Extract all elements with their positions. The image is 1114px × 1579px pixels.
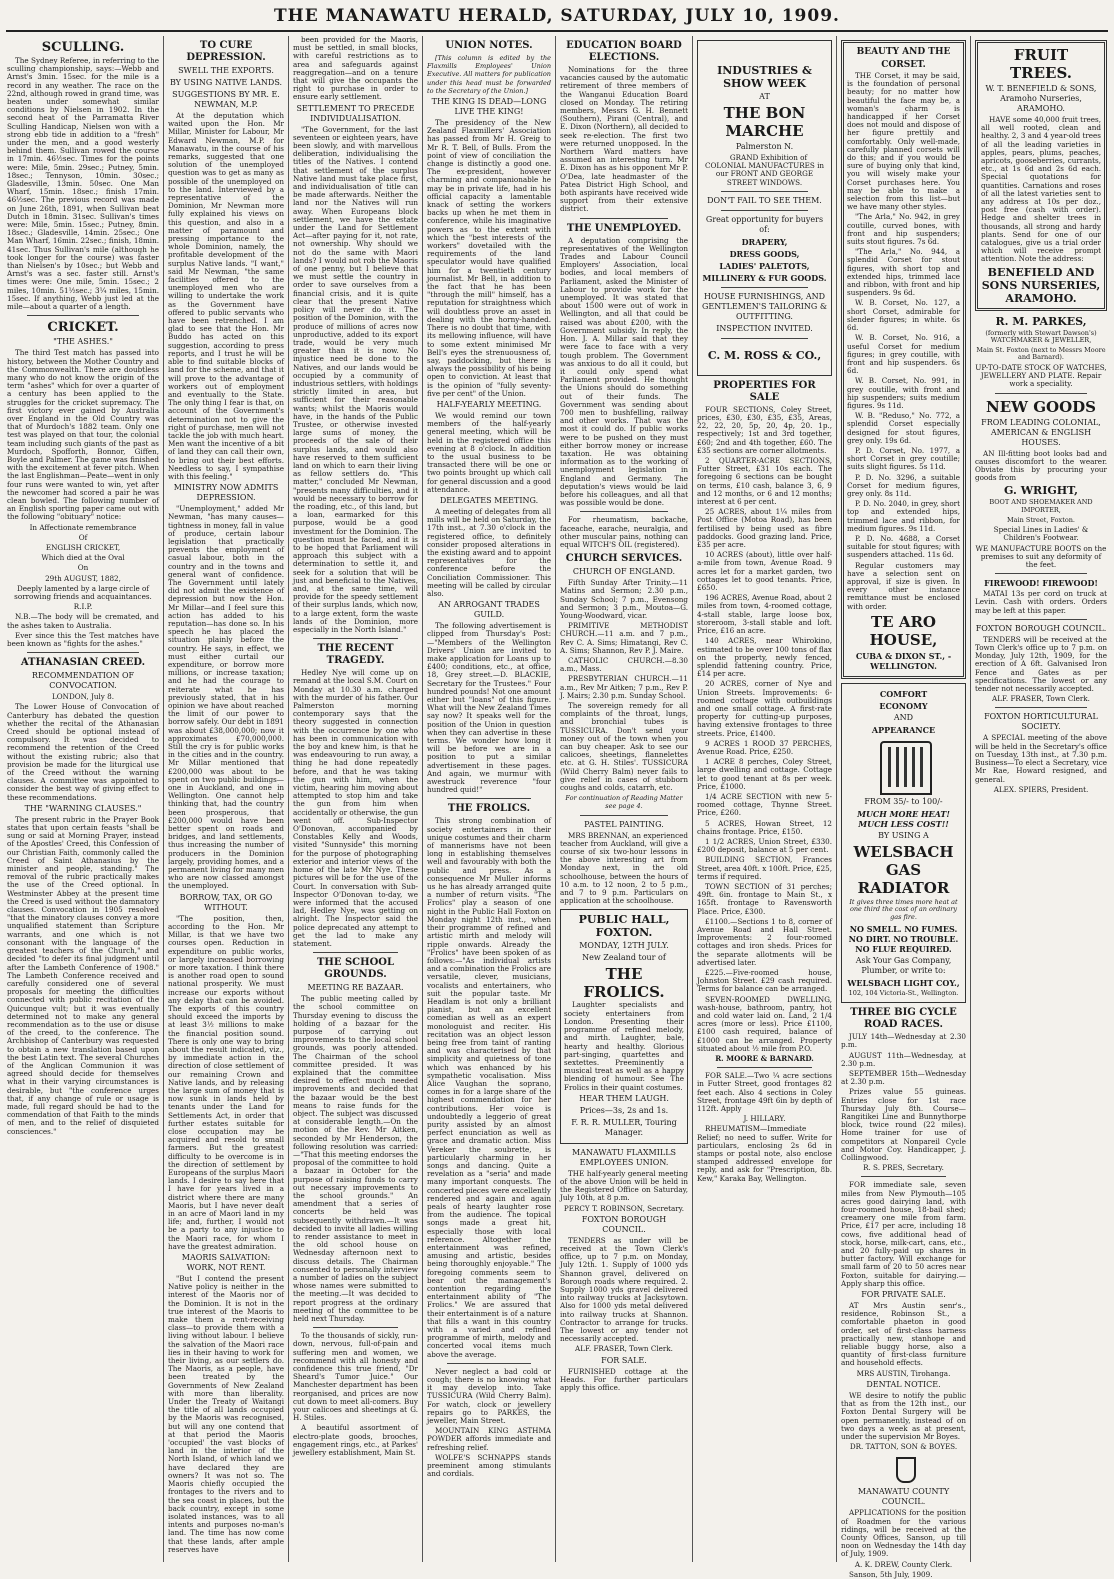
parkes-sub: (formerly with Stewart Dawson's) WATCHMAKER & JEWELLER,	[985, 328, 1097, 345]
wright-sub: BOOT AND SHOEMAKER AND IMPORTER,	[989, 498, 1093, 515]
cycle-heading: THREE BIG CYCLE ROAD RACES.	[850, 1007, 957, 1031]
county-heading: MANAWATU COUNTY COUNCIL.	[857, 1487, 950, 1507]
half-yearly-heading: HALF-YEARLY MEETING.	[436, 399, 542, 409]
gas-radiator-ad	[841, 683, 966, 1003]
column-6	[694, 36, 835, 1562]
cycle-date: AUGUST 11th—Wednesday, at 2.30 p.m.	[841, 1050, 966, 1068]
borough-heading: FOXTON BOROUGH COUNCIL.	[581, 1214, 667, 1234]
forsale-ad: FURNISHED cottage at the Heads. For further particulars apply this office.	[560, 1366, 688, 1392]
gas-price: FROM 35/- to 100/-	[864, 796, 943, 806]
continuation-note: For continuation of Reading Matter see page 4.	[565, 794, 683, 811]
memorial-line: Deeply lamented by a large circle of sorrowing friends and acquaintances.	[14, 583, 152, 601]
church-notice: PRESBYTERIAN CHURCH.—11 a.m., Rev Mr Aitken; 7 p.m., Rev P. J. Mairs; 2.30 p.m. Sunday School.	[560, 674, 688, 700]
bon-marche-house: HOUSE FURNISHINGS, AND GENTLEMEN'S TAILORING & OUTFITTING.	[702, 291, 827, 321]
column-rule	[555, 36, 556, 1562]
sculling-heading: SCULLING.	[41, 40, 125, 55]
bon-marche-dontfail: DON'T FAIL TO SEE THEM.	[707, 195, 822, 205]
corset-intro: THE Corset, it may be said, is the foundation of personal beauty; for no matter how beautiful the face may be, a woman's charm is handicapped if her Corset does not mould and dispose of her figure prettily and comfortably. Only well-made, carefully planned corsets will do this; and if you would be sure of buying only that kind, you will wisely make your Corset purchases here. You may be able to make a selection from this list—but we have many other styles.	[847, 71, 960, 212]
dental-ad: WE desire to notify the public that as from the 12th inst., our Foxton Dental Surgery will be open permanently, instead of on two days a week as at present, under the supervision Mr Boyes.	[841, 1390, 966, 1441]
coat-of-arms-icon	[884, 1455, 924, 1483]
corset-note: Regular customers may have a selection sent on approval, if size is given. In every other instance remittance must be enclosed with order.	[847, 560, 960, 611]
corset-ad	[841, 40, 966, 679]
frolics-heading: THE FROLICS.	[447, 803, 531, 815]
pastel-heading: PASTEL PAINTING.	[584, 819, 664, 829]
depression-heading: TO CURE DEPRESSION.	[186, 40, 266, 63]
ashes-heading: "THE ASHES."	[53, 337, 113, 347]
memorial-line: On	[77, 563, 89, 573]
te-aro-house: TE ARO HOUSE,	[869, 612, 938, 649]
county-ad: APPLICATIONS for the position of Roadmen for the various ridings, will be received at the County Offices, Sanson, up till noon on Wednesday the 14th day of July, 1909.	[841, 1508, 966, 1559]
warning-heading: THE "WARNING CLAUSES."	[24, 803, 142, 813]
wright-manufacture: WE MANUFACTURE BOOTS on the premises to suit any deformity of the feet.	[975, 543, 1107, 570]
forsale-sections: FOR SALE.—Two ¼ acre sections in Futter Street, good frontages 82 feet each. Also 4 sections in Coley Street, frontage 49ft 6in by depth of 112ft. Apply	[697, 1071, 832, 1114]
gas-no-smell: NO SMELL. NO FUMES. NO DIRT. NO TROUBLE. NO FLUE REQUIRED.	[848, 923, 959, 954]
corset-item: W. B. Corset, No. 127, a short Corset, admirable for slender figures; in white. 6s 6d.	[847, 298, 960, 333]
property-listing: FOUR SECTIONS, Coley Street, prices, £30, £30, £35, £35, Areas, 22, 22, 20, 5p, 20, 4p, 20. 1p., respectively; 1st and 3rd together, £60; 2nd and 4th together, £60. The £35 sections are corner allotments.	[697, 404, 832, 455]
creed-dateline: LONDON, July 8.	[51, 692, 115, 702]
property-listing: 20 ACRES, corner of Nye and Union Streets. Improvements: 6-roomed cottage with outbuildings and one small cottage. A first-rate property for cutting-up purposes, having extensive frontages to three streets. Price, £1400.	[697, 679, 832, 738]
fruit-trees-ad	[975, 40, 1107, 311]
church-notice: Fifth Sunday After Trinity.—11 Matins and Sermon; 2.30 p.m., Sunday School; 7 p.m., Evensong and Sermon; 3 p.m., Moutoa—G. Young-Woodward, vicar.	[560, 578, 688, 620]
column-rule	[692, 36, 693, 1562]
property-listing: 196 ACRES, Avenue Road, about 2 miles from town, 4-roomed cottage, 4-stall stable, large loose box, storeroom, 3-stall stable and loft. Price, £16 an acre.	[697, 593, 832, 636]
corset-item: W. B. "Reduso," No. 772, a splendid Corset especially designed for stout figures, grey only. 19s 6d.	[847, 411, 960, 445]
memorial-line: 29th AUGUST, 1882,	[45, 573, 121, 583]
bon-marche-item: DRAPERY,	[741, 236, 788, 247]
horticultural-heading: FOXTON HORTICULTURAL SOCIETY.	[984, 712, 1098, 732]
cycle-text: Prizes value 55 guineas. Entries close for 1st race Thursday July 8th. Course—Rangitikei Line and Bunnythorpe block, twice round (22 miles). Home trainer for use of competitors at Nonpareil Cycle and Motor Coy. Handicapper, J. Collingwood.	[841, 1087, 966, 1163]
depression-article: At the deputation which waited upon the Hon. Mr Millar, Minister for Labour, Mr Edward Newman, M.P. for Manawatu, in the course of his remarks, suggested that one solution of the unemployed question was to get as many as possible of the unemployed on to the land. Interviewed by a representative of the Dominion, Mr Newman more fully explained his views on this question, and also in a matter of paramount and pressing importance to the whole Dominion, namely, the profitable development of the surplus Native lands. "I want," said Mr Newman, "the same facilities offered to the unemployed men who are willing to undertake the work as the Government have offered to public servants who have been retrenched. I am glad to see that the Hon. Mr Buddo has acted on this suggestion, according to press reports, and I trust he will be able to find suitable blocks of land for the scheme, and that it will prove to the advantage of workers out of employment and eventually to the State. The only thing I fear is that, on account of the Government's determination not to give the right of purchase, men will not tackle the job with much heart. Men want the incentive of a bit of land they can call their own, to bring out their best efforts. Needless to say, I sympathise with this feeling."	[168, 111, 284, 481]
depression-subheading: BY USING NATIVE LANDS.	[169, 78, 283, 87]
maoris-heading: MAORIS SALVATION: WORK, NOT RENT.	[181, 1253, 271, 1273]
column-2	[165, 36, 287, 1562]
depression-subheading: SWELL THE EXPORTS.	[178, 66, 274, 75]
ministry-heading: MINISTRY NOW ADMITS DEPRESSION.	[173, 483, 279, 503]
column-rule	[836, 36, 837, 1562]
gas-ask: Ask Your Gas Company, Plumber, or write to:	[855, 955, 952, 975]
bon-marche-text: GRAND Exhibition of COLONIAL MANUFACTURES in our FRONT AND GEORGE STREET WINDOWS.	[704, 153, 825, 187]
union-article: We would remind our town members of the half-yearly general meeting, which will be held in the registered office this evening at 8 o'clock. In addition to the usual business to be transacted there will be one or two points brought up which call for general discussion and a good attendance.	[427, 410, 551, 494]
hall-prices: Prices—3s, 2s and 1s.	[579, 1105, 669, 1115]
hall-heading: PUBLIC HALL, FOXTON.	[578, 913, 670, 940]
corset-item: "The Arla," No. 944, a splendid Corset for stout figures, with short top and extended hips, trimmed lace and ribbon, with front and hip suspenders. 9s 6d.	[847, 247, 960, 298]
union-editor-note: [This column is edited by the Flaxmills Employees' Union Executive. All matters for publication under this head must be forwarded to the Secretary of the Union.]	[427, 54, 551, 95]
church-notice: CATHOLIC CHURCH.—8.30 a.m., Mass.	[560, 656, 688, 674]
unemployed-heading: THE UNEMPLOYED.	[566, 222, 682, 234]
school-subheading: MEETING RE BAZAAR.	[307, 983, 404, 993]
private-sale-heading: FOR PRIVATE SALE.	[861, 1290, 946, 1300]
king-heading: THE KING IS DEAD—LONG LIVE THE KING!	[431, 97, 547, 117]
farm-ad: FOR immediate sale, seven miles from New Plymouth—105 acres good dairying land, with four-roomed house, 18-bail shed; creamery one mile from farm. Price, £17 per acre, including 18 cows, five additional head of stock, horse, milk-cart, cans, etc., and 20 fully-paid up shares in butter factory. Will exchange for small farm of 20 to 50 acres near Foxton, suitable for dairying.—Apply sharp this office.	[841, 1180, 966, 1288]
gas-slogan: APPEARANCE	[871, 724, 936, 735]
corset-item: P. D. No. 2040, in grey, short top and extended hips, trimmed lace and ribbon, for medium figures. 9s 11d.	[847, 499, 960, 533]
property-listing: £225.—Five-roomed house, Johnston Street. £29 cash required. Terms for balance can be arranged.	[697, 968, 832, 994]
memorial-line: In Affectionate remembrance	[29, 522, 137, 532]
wright-name: G. WRIGHT,	[1004, 484, 1078, 498]
parkes-name: R. M. PARKES,	[995, 314, 1087, 328]
benefield-name: BENEFIELD AND SONS NURSERIES, ARAMOHO.	[981, 265, 1101, 305]
fruit-text: HAVE some 40,000 fruit trees, all well rooted, clean and healthy. 2, 3 and 4 year-old trees of all the leading varieties in apples, pears, plums, peaches, apricots, gooseberries, currants, etc., at 1s 6d and 2s 6d each. Special quotations for quantities. Carnations and roses of all the latest varieties sent to any address at 10s per doz., post free (cash with order). Hedge and shelter trees in thousands, all strong and hardy plants. Send for one of our catalogues, give us a trial order which will receive prompt attention. Note the address:	[981, 115, 1101, 264]
property-listing: 9 ACRES 1 ROOD 37 PERCHES, Avenue Road. Price, £250.	[697, 738, 832, 756]
council-signature: ALF. FRASER, Town Clerk.	[992, 694, 1090, 704]
memorial-line: R.I.P.	[73, 602, 93, 612]
gas-by: BY USING A	[878, 830, 929, 840]
memorial-line: Which died at the Oval	[41, 553, 125, 563]
gas-slogan: COMFORT	[879, 688, 928, 699]
delegates-heading: DELEGATES MEETING.	[439, 495, 539, 505]
hall-title: THE FROLICS.	[583, 965, 665, 1002]
column-rule	[422, 36, 423, 1562]
fruit-firm: W. T. BENEFIELD & SONS, Aramoho Nurseries, ARAMOHO.	[985, 84, 1097, 113]
warning-article: The present rubric in the Prayer Book states that upon certain feasts "shall be sung or said at Morning Prayer, instead of the Apostles' Creed, this Confession of our Christian Faith, commonly called the Creed of Saint Athanasius by the minister and people, standing." The removal of the rubric practically makes the use of the Creed optional. In Westminster Abbey at the present time the Creed is used without the damnatory clauses. Convocation in 1905 resolved "that the minatory clauses convey a more unqualified statement than Scripture warrants, and one which is not consonant with the language of the greatest teachers of the Church," and decided "to defer its final judgment until after the Lambeth Conference of 1908." The Lambeth Conference received and carefully considered one of several proposals for meeting the difficulties connected with public recitation of the Quicunque vult; but it was eventually determined not to make any general recommendation as to the use or disuse of the creed, to the conference. The Archbishop of Canterbury was requested to obtain a new translation based upon the best Latin text. The several Churches of the Anglican Communion it was agreed should decide for themselves what in their varying circumstances is desirable, but "the conference urges that, if any change of rule or usage is made, full regard should be had to the commendation of that Faith to the minds of men, and to the relief of disquieted consciences."	[7, 814, 159, 1136]
corset-heading: BEAUTY AND THE CORSET.	[856, 47, 951, 70]
bon-marche-item: MILLINERY & FUR GOODS.	[702, 272, 827, 283]
property-listing: 140 ACRES, near Whirokino, estimated to be over 100 tons of flax on the property, newly fenced, splendid fattening country. Price, £14 per acre.	[697, 636, 832, 679]
bon-marche-town: Palmerston N.	[735, 142, 794, 151]
property-listing: TOWN SECTION of 31 perches; 49ft. 6in. frontage to Main St., x 165ft. frontage to Ravensworth Place. Price, £300.	[697, 881, 832, 916]
private-sale-ad: AT Mrs Austin senr's., residence, Robinson St., a comfortable phaeton in good order, set of first-class harness practically new, stanhope and reliable buggy horse, also a quantity of first-class furniture and household effects.	[841, 1301, 966, 1368]
cycle-date: JULY 14th—Wednesday at 2.30 p.m.	[841, 1032, 966, 1050]
borough-ad: TENDERS as under will be received at the Town Clerk's office, up to 7 p.m. on Monday, July 12th. 1. Supply of 1000 yds Shannon gravel, delivered on Borough roads where required. 2. Supply 1000 yds gravel delivered into railway trucks at Jacksytown. Also for 1000 yds metal delivered into railway trucks at Shannon. Contractor to arrange for trucks. The lowest or any tender not necessarily accepted.	[560, 1235, 688, 1344]
borough-signature: ALF. FRASER, Town Clerk.	[575, 1344, 673, 1354]
column-4	[424, 36, 554, 1562]
gas-slogan: ECONOMY	[879, 700, 928, 711]
hall-text: Laughter specialists and society entertainers from London. Presenting their programme of refined melody, and mirth. Laughter, bale, hearty and healthy. Glorious part-singing, quartettes and sextettes. Preeminently a musical treat as well as a happy blending of humour. See The Frolics in their quaint costumes.	[564, 1000, 684, 1092]
local-item: A beautiful assortment of electro-plate goods, brooches, engagement rings, etc., at Parkes' jewellery establishment, Main St.	[293, 1423, 418, 1458]
corset-item: W. B. Corset, No. 991, in grey coutille, with front and hip suspenders; suits medium figures. 9s 11d.	[847, 376, 960, 410]
school-article: The public meeting called by the school committee on Thursday evening to discuss the holding of a bazaar for the purpose of carrying out improvements to the local school grounds, was poorly attended. The Chairman of the school committee presided. It was explained that the committee desired to effect much needed improvements and decided that the bazaar would be the best means to raise funds for the object. The subject was discussed at considerable length.—On the motion of the Rev. Mr Aitken, seconded by Mr Henderson, the following resolution was carried:—"That this meeting endorses the proposal of the committee to hold a bazaar in October for the purpose of raising funds to carry out necessary improvements to the school grounds." An amendment that a series of concerts be held was subsequently withdrawn.—It was decided to invite all ladies willing to render assistance to meet in the old school house on Wednesday afternoon next to discuss details. The Chairman consented to personally interview a number of ladies on the subject whose names were submitted to the meeting.—It was decided to report progress at the ordinary meeting of the committee to be held next Thursday.	[293, 994, 418, 1324]
moore-barnard: R. MOORE & BARNARD.	[715, 1054, 814, 1064]
bon-marche-inspection: INSPECTION INVITED.	[716, 323, 813, 333]
county-signature: A. K. DREW, County Clerk.	[854, 1559, 953, 1569]
flaxmills-union-ad: THE half-yearly general meeting of the above Union will be held in the Registered Office on Saturday, July 10th, at 8 p.m.	[560, 1168, 688, 1203]
column-rule	[288, 36, 289, 1562]
horticultural-signature: ALEX. SPIERS, President.	[993, 784, 1089, 794]
creed-subheading: RECOMMENDATION OF CONVOCATION.	[31, 671, 135, 691]
borrow-heading: BORROW, TAX, OR GO WITHOUT.	[179, 892, 273, 912]
matai-ad: MATAI 13s per cord on truck at Levin. Cash with orders. Orders may be left at this paper.	[975, 589, 1107, 615]
memorial-line: Ever since this the Test matches have been known as "fights for the ashes."	[7, 630, 159, 648]
corset-item: P. D. No. 3296, a suitable Corset for medium figures, grey only. 8s 11d.	[847, 472, 960, 498]
union-heading: UNION NOTES.	[445, 40, 533, 51]
hall-hear: HEAR THEM LAUGH.	[579, 1093, 669, 1103]
masthead-rule	[6, 30, 1108, 32]
frolics-article: This strong combination of society entertainers in their unique costumes and their charm of mannerisms have not been long in establishing themselves well and favourably with both the public and press. As a consequence Mr Muller informs us he has already arranged quite a number of return visits. "The Frolics" play a season of one night in the Public Hall Foxton on Monday night 12th inst., when their programme of refined and artistic mirth and melody will ripple onwards. Already the "Frolics" have been spoken of as follows:—"As individual artists and a combination the Frolics are versatile, clever, musicians, vocalists and entertainers, who suit the popular taste. Mr Headlam is not only a brilliant pianist, but an excellent comedian as well as an expert monologuist and reciter. His recitation was an object lesson being free from taint of ranting and was characterised by that simplicity and quietness of tone which was enhanced by his sympathetic vocalisation. Miss Alice Vaughan the soprano, comes in for a large share of the highest commendation for her contributions. Her voice is undoubtedly a leggerio of great purity assisted by an almost perfect enunciation as well as grace and dramatic action. Miss Vereker the soubrette, is particularly charming in her songs and dancing. Quite a revelation as a "seria" and made many important conquests. The concerted pieces were excellently rendered and again and again peals of hearty laughter rose from the audience. The topical songs made a great hit, especially those with local reference. Altogether the entertainment was refined, amusing and artistic, besides being thoroughly enjoyable." The foregoing comments seem to bear out the management's contention regarding the entertainment ability of "The Frolics." We are assured that their entertainment is of a nature that fills a want in this country with a varied and refined programme of mirth, melody and concerted vocal items much above the average.	[427, 816, 551, 1359]
radiator-icon	[872, 737, 936, 795]
hillary-signature: J. HILLARY.	[743, 1114, 786, 1124]
creed-heading: ATHANASIAN CREED.	[20, 657, 146, 669]
te-aro-address: CUBA & DIXON ST., - WELLINGTON.	[855, 650, 952, 671]
local-item: For rheumatism, backache, faceache, earache, neuralgia, and other muscular pains, nothing can equal WITCH'S OIL (registered).	[560, 515, 688, 549]
property-listing: £1100.—Sections 1 to 8, corner of Avenue Road and Hall Street. Improvements: 2 four-roomed cottages and iron sheds. Prices for the separate allotments will be advertised later.	[697, 916, 832, 967]
creed-article: The Lower House of Convocation of Canterbury has debated the question whether the recital of the Athanasian Creed should be optional instead of compulsory. It was decided to recommend the retention of the Creed without the existing rubric; also that provision be made for the liturgical use of the Creed without the warning clauses. A committee was appointed to consider the best way of giving effect to these recommendations.	[7, 702, 159, 802]
parkes-address: Main St. Foxton (next to Messrs Moore and Barnard).	[976, 345, 1106, 362]
local-item: To the thousands of sickly, run-down, nervous, full-of-pain and suffering men and women, we recommend with all honesty and confidence this true friend, "Dr Sheard's Tumor Juice." Our Manchester department has been reorganised, and prices are now cut down to meet all-comers. Buy your calicoes and sheetings at G. H. Stiles.	[293, 1331, 418, 1423]
union-article: A meeting of delegates from all mills will be held on Saturday, the 17th inst., at 7.30 o'clock in the registered office, to definitely consider proposed alterations in the existing award and to appoint representatives for the conference before the Conciliation Commissioner. This meeting will be called by circular also.	[427, 506, 551, 598]
council-heading: FOXTON BOROUGH COUNCIL.	[975, 623, 1107, 633]
union-article: The following advertisement is clipped from Thursday's Post:—"Members of the Wellington Drivers' Union are invited to make application for Loans up to £400; conditions, etc., at office, 18, Grey street.—D. BLACKIE, Secretary for the Trustees." Four hundred pounds! Not one amount either but "loans" of this figure. What will the New Zealand Times say now? It speaks well for the position of the Union in question when they can advertise in these terms. We wonder how long it will be before we are in a position to put a similar advertisement in these pages. And again, we murmur with awestruck reverence "four hundred quid!"	[427, 621, 551, 795]
local-item: MOUNTAIN KING ASTHMA POWDER affords immediate and refreshing relief.	[427, 1426, 551, 1452]
wright-special: Special Lines in Ladies' & Children's Footwear.	[993, 525, 1089, 543]
depression-subheading: SUGGESTIONS BY MR. E. NEWMAN, M.P.	[172, 90, 280, 109]
local-item: Never neglect a bad cold or cough; there is no knowing what it may develop into. Take TUSSICURA (Wild Cherry Balm). For watch, clock or jewellery repairs go to PARKES, the jeweller, Main Street.	[427, 1366, 551, 1426]
masthead: THE MANAWATU HERALD, SATURDAY, JULY 10, 1909.	[274, 6, 840, 26]
cricket-heading: CRICKET.	[47, 320, 119, 336]
gas-address: 102, 104 Victoria-St., Wellington.	[848, 988, 959, 997]
gas-slogan: AND	[893, 712, 914, 722]
bon-marche-ad	[697, 40, 832, 376]
column-rule	[163, 36, 164, 1562]
pastel-ad: MRS BRENNAN, an experienced teacher from Auckland, will give a course of six two-hour lessons in the above interesting art from Monday next, in the old schoolhouse, between the hours of 10 a.m. to 12 noon, 2 to 5 p.m., and 7 to 9 p.m. Particulars on application at the schoolhouse.	[560, 830, 688, 906]
sculling-article: The Sydney Referee, in referring to the sculling championship, says:—Webb and Arnst's 3min. 15sec. for the mile is a record in any weather. The race on the 22nd, although rowed in grand time, was beaten under somewhat similar conditions by Nielsen in 1902. In the second heat of the Parramatta River Sculling Handicap, Nielsen won with a strong ebb tide in addition to a "fresh" under the men, and a good westerly behind them. Sullivan rowed the course in 17min. 46½sec. Times for the points were: Mile, 5min. 29sec.; Putney, 5min. 18sec.; Tennyson, 10min. 30sec.; Gladesville, 13min. 50sec. One Man Wharf, 15min. 18sec.; finish 17min. 46½sec. The previous record was made on June 26th, 1891, when Sullivan beat Dutch in 18min. 31sec. Sullivan's times were: Mile, 5min. 15sec.; Putney, 8min. 18sec.; Gladesville, 14min. 25sec.; One Man Wharf, 16min. 22sec.; finish, 18min. 41sec. Thus Sullivan's mile (although he took longer for the course) was faster than Nielsen's by 10sec.; but Webb and Arnst's was a sec. faster still. Arnst's times were: One mile, 5min. 15sec.; 2 miles, 10min. 51½sec.; 3¼ miles, 15min. 15sec. If anything, Webb just led at the mile—about a quarter of a length.	[7, 56, 159, 312]
horticultural-ad: A SPECIAL meeting of the above will be held in the Secretary's office on Tuesday, 13th inst., at 7.30 p.m. Business—To elect a Secretary, vice Mr Rae, Howard resigned, and general.	[975, 733, 1107, 784]
school-heading: THE SCHOOL GROUNDS.	[316, 957, 395, 981]
column-3	[290, 36, 421, 1562]
column-7	[838, 36, 969, 1579]
private-sale-signature: MRS AUSTIN, Tirohanga.	[856, 1368, 951, 1378]
education-heading: EDUCATION BOARD ELECTIONS.	[566, 40, 682, 63]
property-listing: 10 ACRES (about), little over half-a-mile from town, Avenue Road. 9 acres let for a market garden, two cottages let to good tenants. Price, £650.	[697, 550, 832, 593]
bon-marche-great: Great opportunity for buyers of:	[705, 214, 824, 234]
depression-article: "The position, then, according to the Hon. Mr Millar, is that we have two courses open. Reduction in expenditure on public works, or largely increased borrowing or more taxation. I think there is another road open to sound national prosperity. We must increase our exports without any delay that can be avoided. The exports of this country should exceed the imports by at least 3½ millions to make the financial position sound. There is only one way to bring about the result indicated, viz., by immediate action in the direction of close settlement of our remaining Crown and Native lands, and by releasing the large sum of money that is now sunk in lands held by tenants under the Land for Settlements Act, in order that further estates suitable for close occupation may be acquired and resold to small farmers. But the greatest difficulty to be overcome is in the direction of settlement by Europeans of the surplus Maori lands. I desire to say here that I have for years lived in a district where there are many Maoris, but I have never dealt in an acre of Maori land in my life; and, further, I would not be a party to any injustice to the Maori race, for whom I have the greatest admiration.	[168, 913, 284, 1251]
local-item: The sovereign remedy for all complaints of the throat, lungs, and bronchial tubes is TUSSICURA. Don't send your money out of the town when you can buy cheaper. Ask to see our calicoes, sheetings, flannelettes etc. at G. H. Stiles'. TUSSICURA (Wild Cherry Balm) never fails to give relief in cases of stubborn coughs and colds, catarrh, etc.	[560, 701, 688, 793]
corset-item: "The Arla," No. 942, in grey coutille, curved bones, with front and hip suspenders; suits stout figures. 7s 6d.	[847, 212, 960, 247]
firewood-heading: FIREWOOD! FIREWOOD!	[984, 578, 1098, 589]
tragedy-heading: THE RECENT TRAGEDY.	[317, 643, 394, 667]
bon-marche-item: LADIES' PALETOTS,	[719, 260, 810, 271]
property-listing: 1/4 ACRE SECTION with new 5-roomed cottage, Thynne Street. Price, £260.	[697, 791, 832, 818]
bon-marche-name: THE BON MARCHE	[723, 104, 806, 140]
depression-article: "But I contend the present Native policy is neither in the interest of the Maoris nor of the Dominion. It is not in the true interest of the Maoris to make them a rent-receiving class—to provide them with a living without labour. I believe the salvation of the Maori race lies in their having to work for their living, as our settlers do. The Maoris, as a people, have been treated by the Governments of New Zealand with more than liberality. Under the Treaty of Waitangi the title of all lands occupied by the Maoris was recognised, but will any one contend that at that period the Maoris 'occupied' the vast blocks of land in the interior of the North Island, of which land we have declared they are owners? It was not so. The Maoris chiefly occupied the frontages to the rivers and to the sea coast in places, but the back country, except in some isolated instances, was to all intents and purposes no-man's land. The time has now come that these lands, after ample reserves have	[168, 1274, 284, 1554]
union-article: The presidency of the New Zealand Flaxmillers' Association has passed from Mr H. Greig to Mr R. T. Bell, of Bulls. From the point of view of conciliation the change is distinctly a good one. The ex-president, however charming and companionable he may be in private life, had in his official capacity a lamentable knack of setting the workers backs up when he met them in conference, while his imaginative powers as to the extent with which the "best interests of the workers" dovetailed with the requirements of the land speculator would have qualified him for a twentieth century journalist. Mr Bell, in addition to the fact that he has been "through the mill" himself, has a reputation for straightness which will doubtless prove an asset in dealing with the horny-handed. There is no doubt that time, with its mellowing influence, will have to some extent minimised Mr Bell's eyes the strenuousness of, say, paddocking, but there is always the possibility of his being open to conviction. At least that is the opinion of "fully seventy-five per cent" of the Union.	[427, 118, 551, 398]
corset-item: W. B. Corset, No. 916, a useful Corset for medium figures; in grey coutille, with front and hip suspenders. 6s 6d.	[847, 333, 960, 376]
cycle-date: SEPTEMBER 15th—Wednesday at 2.30 p.m.	[841, 1068, 966, 1087]
gas-more-heat: MUCH MORE HEAT! MUCH LESS COST!!	[857, 808, 950, 829]
property-listing: BUILDING SECTION, Frances Street, area 40ft. x 100ft. Price, £25, terms if required.	[697, 855, 832, 881]
corset-item: P. D. Corset, No. 1977, a short Corset in grey coutille; suits slight figures. 5s 11d.	[847, 445, 960, 472]
settlement-heading: SETTLEMENT TO PRECEDE INDIVIDUALISATION.	[296, 103, 415, 123]
new-goods-sub: FROM LEADING COLONIAL, AMERICAN & ENGLISH HOUSES.	[981, 417, 1101, 447]
property-listing: 2 QUARTER-ACRE SECTIONS, Futter Street, £31 10s each. The foregoing 6 sections can be bought on terms, £10 cash, balance 3, 6, 9 and 12 months, or 6 and 12 months; interest at 6 per cent.	[697, 456, 832, 507]
flaxmills-union-signature: PERCY T. ROBINSON, Secretary.	[563, 1203, 685, 1213]
depression-article: "The Government, for the last seventeen or eighteen years, have been slowly, and with marvellous deliberation, individualising the titles of the Natives. I contend that settlement of the surplus Native land must take place first, and individualisation of title can be made afterwards. Neither the land nor the Natives will run away. When Europeans block settlement, we have the estate under the Land for Settlement Act—after paying for it, not rate, not ownership. Why should we not do the same with Maori lands? I would not rob the Maoris of one penny, but I believe that we must settle the country in order to save ourselves from a financial crisis, and it is quite clear that the present Native policy will never do it. The position of the Dominion, with the produce of millions of acres now unproductive, added to its export trade, would be very much greater than it is now. No injustice need be done to the Natives, and our lands would be occupied by a community of industrious settlers, with holdings strictly limited in area, but sufficient for their reasonable wants; whilst the Maoris would have, in the hands of the Public Trustee, or otherwise invested large sums of money, the proceeds of the sale of their surplus lands, and would also have reserved to them sufficient land on which to earn their living as fellow settlers do. "This matter," concluded Mr Newman, "presents many difficulties, and it would be necessary to borrow for the roading, etc., of this land, but a loan, earmarked for this purpose, would be a good investment for the Dominion. The question must be faced, and it is to be hoped that Parliament will approach this subject with a determination to settle it, and seek for a solution that will be just and beneficial to the Natives, and, at the same time, will provide for the speedy settlement of their surplus lands, which now, to a large extent, form the waste lands of the Dominion, more especially in the North Island."	[293, 124, 418, 635]
county-date: Sanson, 5th July, 1909.	[849, 1569, 933, 1579]
education-article: Nominations for the three vacancies caused by the automatic retirement of three members of the Wanganui Education Board closed on Monday. The retiring members, Messrs G. H. Bennett (Southern), Pirani (Central), and E. Dixon (Northern), all decided to seek re-election. The first two were returned unopposed. In the Northern Ward matters have assumed an interesting turn. Mr E. Dixon has as his opponent Mr P. O'Dea, late headmaster of the Patea District High School, and both aspirants have received wide support from their extensive district.	[560, 65, 688, 214]
dental-signature: DR. TATTON, SON & BOYES.	[849, 1442, 958, 1452]
flaxmills-union-heading: MANAWATU FLAXMILLS EMPLOYEES UNION.	[572, 1147, 676, 1167]
frolics-ad	[560, 909, 688, 1143]
corset-item: P. D. No. 4688, a Corset suitable for stout figures; with suspenders attached. 11s 6d.	[847, 533, 960, 560]
property-listing: 1 1/2 ACRES, Union Street, £330. £200 deposit, balance at 5 per cent.	[697, 836, 832, 855]
at-label: AT	[759, 92, 770, 101]
memorial-line: ENGLISH CRICKET,	[45, 542, 121, 552]
property-listing: SEVEN-ROOMED DWELLING, wash-house, bathroom, pantry, hot and cold water laid on. Land, 2 1/4 acres (more or less). Price £1100, £100 cash required, balance of £1000 can be arranged. Property situated about ½ mile from P.O.	[697, 994, 832, 1053]
new-goods-text: AN Ill-fitting boot looks bad and causes discomfort to the wearer. Obviate this by procuring your goods from	[975, 448, 1107, 483]
column-rule	[970, 36, 971, 1562]
memorial-line: Of	[78, 532, 88, 542]
ross-name: C. M. ROSS & CO.,	[707, 348, 822, 362]
bon-marche-item: DRESS GOODS,	[729, 248, 800, 259]
column-1	[4, 36, 162, 1562]
wright-address: Main Street, Foxton.	[1007, 515, 1075, 524]
church-subheading: CHURCH OF ENGLAND.	[572, 567, 676, 577]
depression-article: "Unemployment," added Mr Newman, "has many causes—tightness in money, fall in value of produce, certain labour legislation that practically prevents the employment of casual labour, both in the country and in the towns and general want of confidence. The Government until lately did not admit the existence of depression but now the Hon. Mr Millar—and I feel sure this action has added to his reputation—has done so. In his speech he has placed the situation plainly before the country. He says, in effect, we must either curtail our expenditure, or borrow more millions, or increase taxation; and he had the courage to reiterate what he has previously stated, that in his opinion we have about reached the limit of our power to borrow safely. Our debt in 1891 was about £38,000,000; now it approximates £70,000,000. Still the cry is for public works in the cities and in the country. Mr Millar mentioned that £200,000 was about to be spent on two public buildings—one in Auckland, and one in Wellington. One cannot help thinking that, had the country been prosperous, that £200,000 would have been better spent on roads and bridges, and land settlements, thus increasing the number of producers in the Dominion largely, providing homes, and a permanent living for many men who are now classed amongst the unemployed.	[168, 504, 284, 891]
property-listing: 5 ACRES, Howan Street, 12 chains frontage. Price, £150.	[697, 818, 832, 836]
fruit-heading: FRUIT TREES.	[1009, 46, 1072, 82]
memorial-line: N.B.—The body will be cremated, and the ashes taken to Australia.	[7, 612, 159, 630]
new-goods-heading: NEW GOODS	[986, 397, 1096, 416]
hall-manager: F. R. R. MULLER, Touring Manager.	[571, 1117, 677, 1137]
church-notice: PRIMITIVE METHODIST CHURCH.—11 a.m. and 7 p.m., Rev C. A. Sims; Himatangi, Rev C. A. Sims; Shannon, Rev P. J. Maire.	[560, 621, 688, 655]
guild-heading: AN ARROGANT TRADES GUILD.	[438, 600, 540, 620]
column-5	[557, 36, 691, 1562]
forsale-heading: FOR SALE.	[601, 1355, 647, 1365]
property-listing: 25 ACRES, about 1¼ miles from Post Office (Motoa Road), has been fertilised by being used as fibre paddocks. Good grazing land. Price, £35 per acre.	[697, 507, 832, 550]
church-heading: CHURCH SERVICES.	[565, 553, 683, 565]
depression-article: been provided for the Maoris, must be settled, in small blocks, with careful restrictions as to area and safeguards against reaggregation—and on a tenure that will give the occupants the right to purchase in order to ensure early settlement.	[293, 35, 418, 102]
hall-tour: New Zealand tour of	[582, 953, 666, 963]
ashes-article: The third Test match has passed into history, between the Mother Country and the Commonwealth. There are doubtless many who do not know the origin of the term "ashes" which for over a quarter of a century has been applied to the struggles for the cricket supremacy. The first victory ever gained by Australia over England in the Old Country was that of Murdoch's 1882 team. Only one test was played on that tour, the colonial team including such giants of the past as Murdoch, Spofforth, Bonnor, Giffen, Boyle and Palmer. The game was finished with the excitement at fever pitch. When the last Englishman—Peate—went in only four runs were wanted to win, yet after the newcomer had scored a pair he was clean bowled. The following number of an English sporting paper came out with the following "obituary" notice:	[7, 348, 159, 522]
tragedy-article: Hedley Nye will come up on remand at the local S.M. Court on Monday at 10.30 a.m. charged with the murder of his father. Our Palmerston morning contemporary says that the theory suggested in connection with the occurrence by one who has been in communication with the boy and knew him, is that he was endeavouring to run away, a thing he had done repeatedly before, and that he was taking the gun with him, when the victim, hearing him moving about attempted to stop him and take the gun from him when accidentally or otherwise, the gun went off. Sub-Inspector O'Donovan, accompanied by Constables Kelly and Woods, visited "Sunnyside" this morning for the purpose of photographing exterior and interior views of the home of the late Mr Nye. These pictures will be for the use of the Court. In conversation with Sub-Inspector O'Donovan to-day, we were informed that the accused lad, Hedley Nye, was getting on alright. The Inspector said the police deprecated any attempt to get the lad to make any statement.	[293, 668, 418, 948]
property-listing: 1 ACRE 8 perches, Coley Street, large dwelling and cottage. Cottage let to good tenant at 8s per week. Price, £1000.	[697, 757, 832, 791]
cycle-signature: R. S. PRES, Secretary.	[863, 1163, 944, 1173]
column-8	[972, 36, 1110, 1562]
hall-date: MONDAY, 12TH JULY.	[579, 941, 669, 951]
local-item: WOLFE'S SCHNAPPS stands preeminent among stimulants and cordials.	[427, 1452, 551, 1479]
properties-heading: PROPERTIES FOR SALE	[713, 379, 816, 403]
parkes-text: UP-TO-DATE STOCK OF WATCHES, JEWELLERY AND PLATE. Repair work a speciality.	[975, 363, 1107, 389]
dental-heading: DENTAL NOTICE.	[866, 1379, 941, 1389]
gas-name: WELSBACH GAS RADIATOR	[853, 842, 954, 897]
gas-small: It gives three times more heat at one third the cost of an ordinary gas fire.	[849, 897, 958, 921]
rheumatism-ad: RHEUMATISM—Immediate Relief; no need to suffer. Write for particulars, enclosing 2s 6d in stamps or postal note, also enclose stamped addressed envelope for reply, and ask for "Prescription, 8b. Kew," Karaka Bay, Wellington.	[697, 1124, 832, 1183]
unemployed-article: A deputation comprising the representatives of the Wellington Trades and Labour Council Employers' Association, local bodies, and local members of Parliament, asked the Minister of Labour to provide work for the unemployed. It was stated that about 1500 were out of work in Wellington, and all that could be raised was about £200, with the Government subsidy. In reply, the Hon. J. A. Millar said that they were face to face with a very tough problem. The Government was anxious to do all it could, but it could only spend what Parliament provided. He thought the Unions should do something out of their funds. The Government was sending about 700 men to bushfelling, railway and other works. That was the most it could do. If public works were to be pushed on they must either borrow money or increase taxation. He was obtaining information as to the working of unemployment legislation in England and Germany. The deputation's views would be laid before his colleagues, and all that was possible would be done.	[560, 235, 688, 508]
gas-company: WELSBACH LIGHT COY.,	[847, 977, 960, 988]
industries-heading: INDUSTRIES & SHOW WEEK	[717, 64, 812, 90]
council-ad: TENDERS will be received at the Town Clerk's office up to 7 p.m. on Monday, July 12th, 1909, for the erection of A 6ft. Galvanised Iron Fence and Gates as per specifications. The lowest or any tender not necessarily accepted.	[975, 634, 1107, 694]
